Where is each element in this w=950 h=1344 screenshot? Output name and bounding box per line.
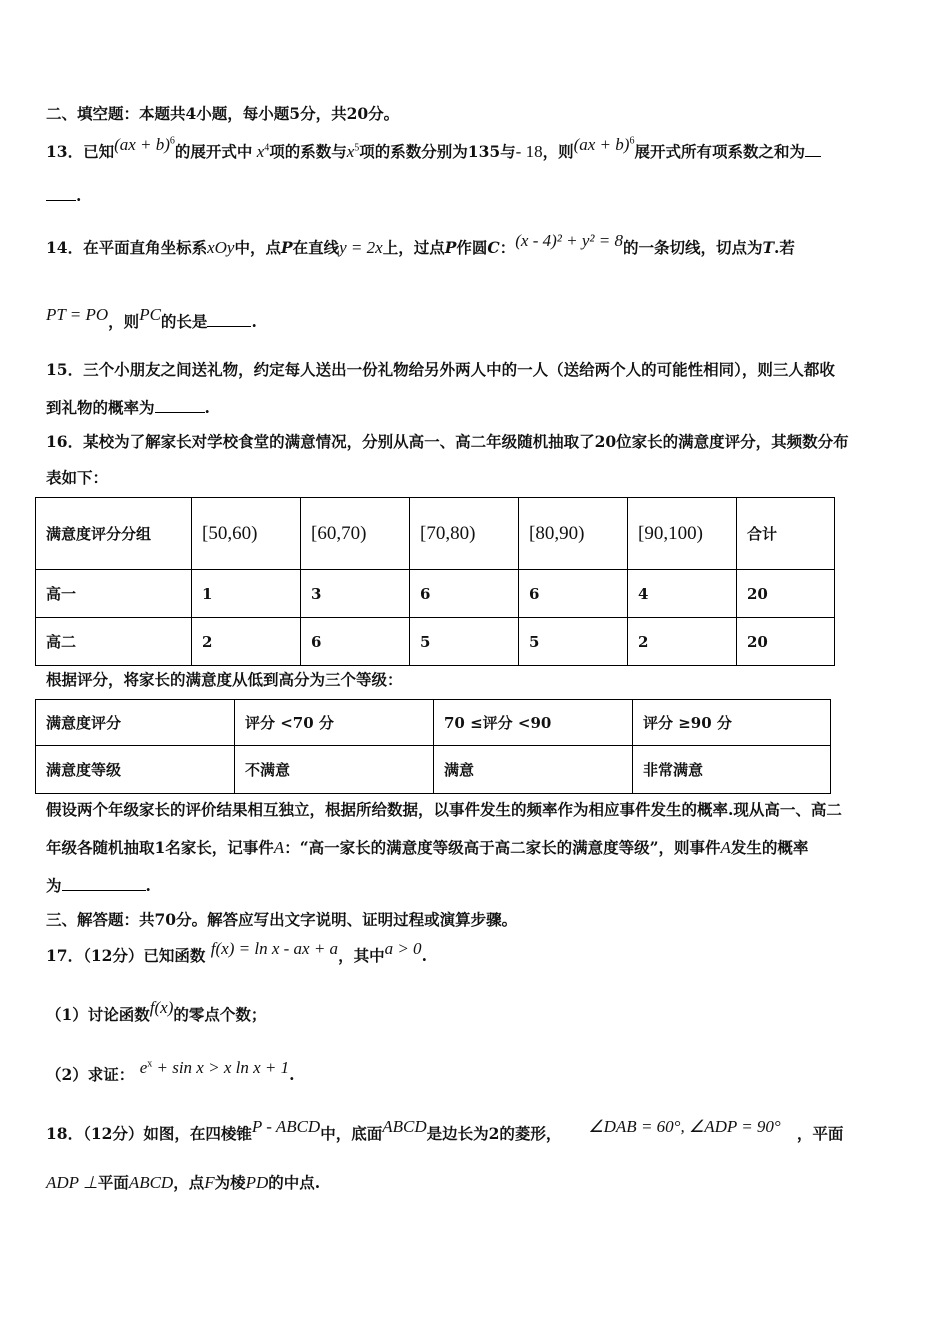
- q14-text-5: ：: [499, 238, 516, 257]
- q16-text-b: ：“高一家长的满意度等级高于高二家长的满意度等级”，则事件: [284, 838, 721, 857]
- table-row: [36, 746, 831, 794]
- q18-pyramid: P - ABCD: [251, 1117, 321, 1136]
- q14-end: .: [251, 312, 257, 331]
- q18-text-end: 的中点.: [268, 1173, 321, 1192]
- table-header-cell: 满意度评分分组: [36, 498, 192, 570]
- q14-text-3: 上，过点: [382, 238, 445, 257]
- table-cell: 评分 ≥90 分: [633, 700, 831, 746]
- q13-answer-blank-2: [46, 186, 76, 201]
- q17-number: 17．（12分）已知函数: [46, 946, 206, 965]
- q18-edge-pd: PD: [245, 1173, 269, 1192]
- table-cell: 5: [519, 618, 628, 666]
- q17-condition: a > 0: [384, 939, 422, 958]
- q13-x5: $x^5$: [346, 142, 360, 161]
- q18-text-1: 中，底面: [320, 1124, 383, 1143]
- q13-text-2: 项的系数与: [269, 142, 347, 161]
- question-14: [46, 231, 795, 258]
- q14-text-6: 的一条切线，切点为: [622, 238, 763, 257]
- table-row: [36, 570, 835, 618]
- q18-plane-abcd: ABCD: [128, 1173, 174, 1192]
- table-header-cell: [60,70): [301, 498, 410, 570]
- q16-event-a-2: A: [720, 838, 731, 857]
- table-cell: 满意度等级: [36, 746, 235, 794]
- q14-text-1: 中，点: [234, 238, 281, 257]
- q18-perp: ADP ⊥: [46, 1173, 98, 1192]
- q18-text-2: 是边长为2的菱形，: [426, 1124, 562, 1143]
- q16-grade-intro: 根据评分，将家长的满意度从低到高分为三个等级：: [46, 670, 403, 689]
- q14-point-p-2: P: [444, 238, 457, 257]
- q16-paragraph-1: 假设两个年级家长的评价结果相互独立，根据所给数据，以事件发生的频率作为相应事件发生的概率.现从高一、高二: [46, 800, 842, 819]
- section-3-title: 三、解答题：共70分。解答应写出文字说明、证明过程或演算步骤。: [46, 910, 518, 929]
- table-cell: 1: [192, 570, 301, 618]
- q14-pc: PC: [139, 305, 161, 324]
- table-cell: 评分 <70 分: [235, 700, 434, 746]
- q16-text-a: 年级各随机抽取1名家长，记事件: [46, 838, 274, 857]
- q13-number: 13．已知: [46, 142, 115, 161]
- q17-part2-inequality: $e^x + \sin x > x$ ln x + 1: [139, 1058, 290, 1077]
- q17-part-2: [46, 1058, 295, 1085]
- q18-base: ABCD: [382, 1117, 427, 1136]
- q18-text-point: ，点: [173, 1173, 205, 1192]
- q17-part2-end: .: [289, 1065, 295, 1084]
- table-header-cell: [70,80): [410, 498, 519, 570]
- q13-text-5: 展开式所有项系数之和为: [634, 142, 805, 161]
- q13-expr-2: (ax + b)$^6$: [573, 135, 635, 154]
- q18-number: 18．（12分）如图，在四棱锥: [46, 1124, 252, 1143]
- table-cell: 满意度评分: [36, 700, 235, 746]
- q16-paragraph-2: [46, 836, 808, 858]
- table-cell: 20: [737, 618, 835, 666]
- q14-text-7: .若: [774, 238, 795, 257]
- q16-answer-blank: [62, 876, 146, 891]
- q18-angles: ∠DAB = 60°, ∠ADP = 90°: [588, 1117, 781, 1136]
- q18-point-f: F: [204, 1173, 215, 1192]
- q13-value: - 18: [515, 142, 543, 161]
- table-cell: 5: [410, 618, 519, 666]
- question-16: 16．某校为了解家长对学校食堂的满意情况，分别从高一、高二年级随机抽取了20位家长的满意度评分，其频数分布: [46, 432, 849, 451]
- q17-end: .: [421, 946, 427, 965]
- q18-text-plane: 平面: [97, 1173, 129, 1192]
- q18-text-3: ，平面: [796, 1124, 844, 1143]
- table-cell: 3: [301, 570, 410, 618]
- question-15: 15．三个小朋友之间送礼物，约定每人送出一份礼物给另外两人中的一人（送给两个人的可能性相同），则三人都收: [46, 360, 835, 379]
- table-cell: 6: [410, 570, 519, 618]
- question-18-line-2: [46, 1171, 320, 1193]
- q14-circle-eq: (x - 4)² + y² = 8: [515, 231, 623, 250]
- question-16-line-2: 表如下：: [46, 468, 109, 487]
- table-cell: 高二: [36, 618, 192, 666]
- q13-answer-blank: [805, 142, 821, 157]
- q14-text-4: 作圆: [456, 238, 488, 257]
- question-13: [46, 135, 821, 162]
- table-header-cell: [50,60): [192, 498, 301, 570]
- q18-text-edge: 为棱: [214, 1173, 246, 1192]
- q13-text-3: 项的系数分别为135与: [359, 142, 516, 161]
- q14-answer-blank: [207, 312, 251, 327]
- table-cell: 20: [737, 570, 835, 618]
- question-18: [46, 1117, 844, 1144]
- q14-number: 14．在平面直角坐标系: [46, 238, 208, 257]
- q16-end: .: [145, 876, 151, 895]
- q16-paragraph-3: [46, 874, 151, 896]
- table-cell: 2: [192, 618, 301, 666]
- q14-condition: PT = PO: [46, 305, 109, 324]
- question-17: [46, 939, 427, 966]
- q13-text-1: 的展开式中: [174, 142, 253, 161]
- table-cell: 6: [519, 570, 628, 618]
- q13-x4: $x^4$: [256, 142, 270, 161]
- table-row: [36, 618, 835, 666]
- q17-part1-text: （1）讨论函数: [46, 1005, 150, 1024]
- q14-point-t: T: [762, 238, 775, 257]
- q17-part-1: [46, 998, 267, 1025]
- q14-circle-c: C: [487, 238, 500, 257]
- table-cell: 6: [301, 618, 410, 666]
- q15-answer-blank: [155, 398, 205, 413]
- table-cell: 2: [628, 618, 737, 666]
- q17-text-1: ，其中: [338, 946, 385, 965]
- q13-blank-continued: [46, 186, 81, 205]
- q14-text-2: 在直线: [292, 238, 340, 257]
- table-header-row: [36, 498, 835, 570]
- section-2-title: 二、填空题：本题共4小题，每小题5分，共20分。: [46, 104, 400, 123]
- satisfaction-level-table: [35, 699, 831, 794]
- q15-end: .: [204, 398, 210, 417]
- q14-line-eq: y = 2x: [339, 238, 383, 257]
- frequency-table: [35, 497, 835, 666]
- table-header-cell: 合计: [737, 498, 835, 570]
- q16-text-c: 发生的概率: [730, 838, 809, 857]
- table-cell: 70 ≤评分 <90: [434, 700, 633, 746]
- question-14-line-2: [46, 305, 257, 332]
- question-15-line-2: [46, 396, 210, 418]
- table-cell: 满意: [434, 746, 633, 794]
- q13-expr-1: (ax + b)$^6$: [114, 135, 175, 154]
- table-cell: 4: [628, 570, 737, 618]
- q17-part1-end: 的零点个数；: [173, 1005, 267, 1024]
- q15-text: 到礼物的概率为: [46, 398, 155, 417]
- q16-text-d: 为: [46, 876, 62, 895]
- q16-event-a: A: [273, 838, 285, 857]
- table-header-cell: [80,90): [519, 498, 628, 570]
- table-header-cell: [90,100): [628, 498, 737, 570]
- q13-end: .: [76, 186, 82, 205]
- q14-text-8: ，则: [108, 312, 140, 331]
- q14-text-9: 的长是: [160, 312, 208, 331]
- table-cell: 不满意: [235, 746, 434, 794]
- q14-point-p: P: [280, 238, 293, 257]
- table-cell: 高一: [36, 570, 192, 618]
- q17-function: f(x) = ln x - ax + a: [210, 939, 339, 958]
- q14-coord-system: xOy: [207, 238, 235, 257]
- q13-text-4: ，则: [542, 142, 574, 161]
- q17-part1-function: f(x): [149, 998, 174, 1017]
- table-row: [36, 700, 831, 746]
- table-cell: 非常满意: [633, 746, 831, 794]
- q17-part2-text: （2）求证：: [46, 1065, 135, 1084]
